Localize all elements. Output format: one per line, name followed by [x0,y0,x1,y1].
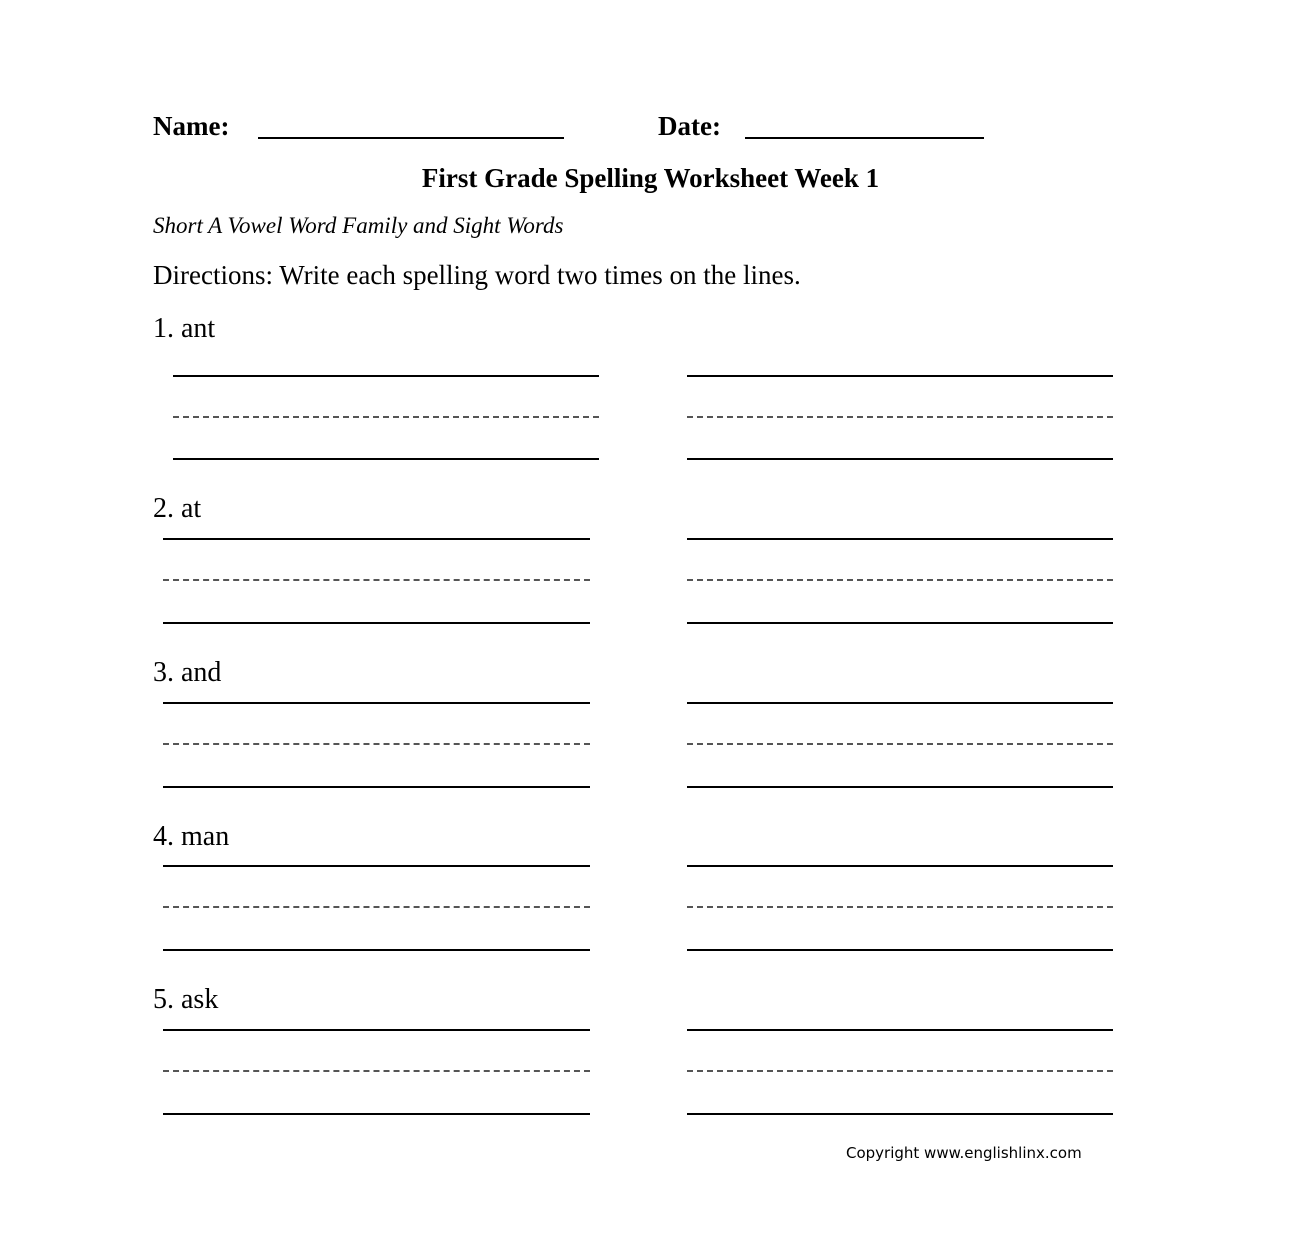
word-label: 4. man [153,821,230,852]
writing-line-mid [687,906,1113,908]
worksheet-title: First Grade Spelling Worksheet Week 1 [421,163,880,193]
writing-line-top[interactable] [687,702,1113,704]
word-label: 2. at [153,493,202,524]
writing-line-mid [687,416,1113,418]
writing-line-mid [687,743,1113,745]
writing-line-mid [687,1070,1113,1072]
writing-line-top[interactable] [173,375,599,377]
writing-line-mid [163,743,590,745]
word-label: 1. ant [153,313,216,344]
writing-line-base[interactable] [687,949,1113,951]
writing-line-top[interactable] [163,1029,590,1031]
writing-line-mid [163,579,590,581]
word-label: 5. ask [153,984,219,1015]
word-label: 3. and [153,657,222,688]
name-blank-line[interactable] [258,137,564,139]
writing-line-top[interactable] [687,865,1113,867]
writing-line-base[interactable] [163,622,590,624]
writing-line-top[interactable] [163,538,590,540]
writing-line-top[interactable] [163,702,590,704]
directions-text: Directions: Write each spelling word two times on the lines. [153,260,801,290]
writing-line-top[interactable] [687,538,1113,540]
writing-line-base[interactable] [687,1113,1113,1115]
copyright-text: Copyright www.englishlinx.com [846,1144,1082,1162]
worksheet-subtitle: Short A Vowel Word Family and Sight Words [153,213,564,238]
writing-line-top[interactable] [687,1029,1113,1031]
writing-line-base[interactable] [173,458,599,460]
writing-line-mid [687,579,1113,581]
name-label: Name: [153,111,230,141]
writing-line-base[interactable] [163,786,590,788]
writing-line-top[interactable] [163,865,590,867]
writing-line-base[interactable] [163,949,590,951]
writing-line-mid [163,1070,590,1072]
date-label: Date: [658,111,721,141]
writing-line-base[interactable] [163,1113,590,1115]
writing-line-base[interactable] [687,622,1113,624]
writing-line-top[interactable] [687,375,1113,377]
writing-line-base[interactable] [687,786,1113,788]
writing-line-mid [163,906,590,908]
writing-line-base[interactable] [687,458,1113,460]
writing-line-mid [173,416,599,418]
date-blank-line[interactable] [745,137,984,139]
